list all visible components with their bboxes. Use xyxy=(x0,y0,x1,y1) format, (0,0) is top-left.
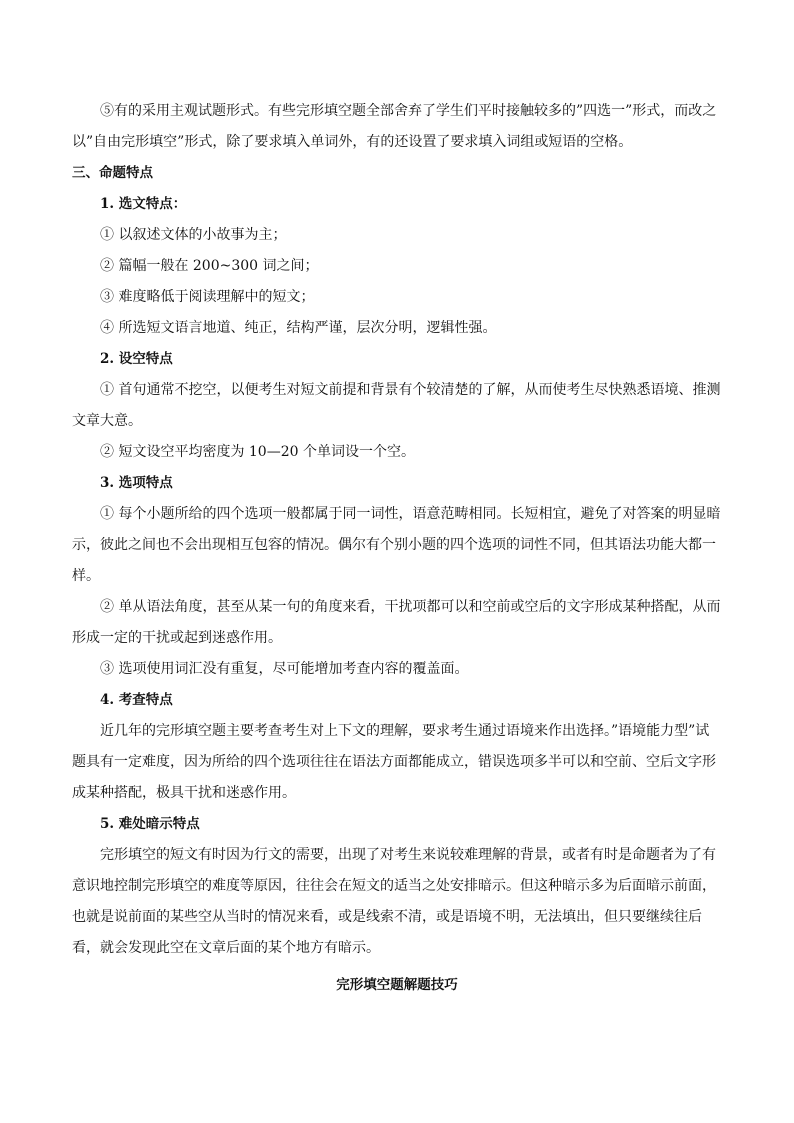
list-item: ③ 难度略低于阅读理解中的短文； xyxy=(100,289,315,305)
subheading-nanchu: 5. 难处暗示特点 xyxy=(100,816,200,832)
list-item: ① 首句通常不挖空，以便考生对短文前提和背景有个较清楚的了解，从而使考生尽快熟悉语境、推测文章大意。 xyxy=(72,382,721,429)
paragraph-nanchu: 完形填空的短文有时因为行文的需要，出现了对考生来说较难理解的背景，或者有时是命题者为了有意识地控制完形填空的难度等原因，往往会在短文的适当之处安排暗示。但这种暗示多为后面暗示前面，也就是说前面的某些空从当时的情况来看，或是线索不清，或是语境不明，无法填出，但只要继续往后看，就会发现此空在文章后面的某个地方有暗示。 xyxy=(72,847,716,956)
paragraph-5: ⑤有的采用主观试题形式。有些完形填空题全部舍弃了学生们平时接触较多的”四选一”形式，而改之以”自由完形填空”形式，除了要求填入单词外，有的还设置了要求填入词组或短语的空格。 xyxy=(72,103,717,150)
section-title-mingti-tedian: 三、命题特点 xyxy=(72,165,153,181)
subheading-xuanxiang: 3. 选项特点 xyxy=(100,475,173,491)
subheading-xuanwen: 1. 选文特点： xyxy=(100,196,187,212)
list-item: ② 篇幅一般在 200~300 词之间； xyxy=(100,258,319,274)
list-item: ① 每个小题所给的四个选项一般都属于同一词性，语意范畴相同。长短相宜，避免了对答案的明显暗示，彼此之间也不会出现相互包容的情况。偶尔有个别小题的四个选项的词性不同，但其语法功能大都一样。 xyxy=(72,506,721,584)
paragraph-kaocha: 近几年的完形填空题主要考查考生对上下文的理解，要求考生通过语境来作出选择。”语境能力型”试题具有一定难度，因为所给的四个选项往往在语法方面都能成立，错误选项多半可以和空前、空后文字形成某种搭配，极具干扰和迷惑作用。 xyxy=(72,723,716,801)
list-item: ② 短文设空平均密度为 10—20 个单词设一个空。 xyxy=(100,444,415,460)
list-item: ② 单从语法角度，甚至从某一句的角度来看，干扰项都可以和空前或空后的文字形成某种搭配，从而形成一定的干扰或起到迷惑作用。 xyxy=(72,599,721,646)
next-section-title: 完形填空题解题技巧 xyxy=(336,977,458,993)
subheading-kaocha: 4. 考查特点 xyxy=(100,692,173,708)
document-content xyxy=(72,96,722,1015)
list-item: ④ 所选短文语言地道、纯正，结构严谨，层次分明，逻辑性强。 xyxy=(100,320,497,336)
subheading-shekong: 2. 设空特点 xyxy=(100,351,173,367)
list-item: ③ 选项使用词汇没有重复，尽可能增加考查内容的覆盖面。 xyxy=(100,661,469,677)
list-item: ① 以叙述文体的小故事为主； xyxy=(100,227,287,243)
